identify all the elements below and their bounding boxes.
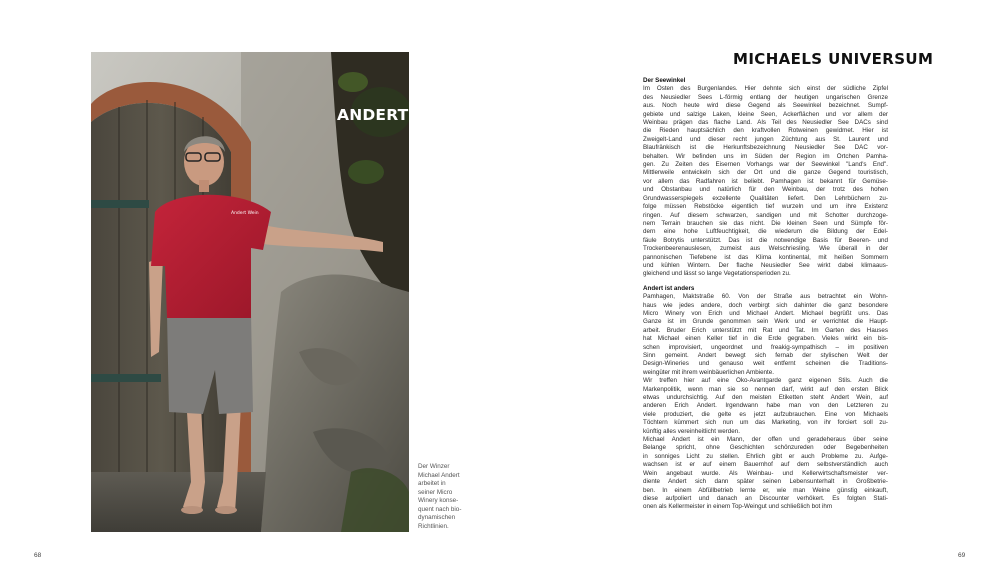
caption-line: Winery konse- [418, 497, 459, 504]
text-line: in sonniges Licht zu stellen. Ehrlich gibt er auch Probleme zu. Aufge- [643, 452, 888, 460]
page-number-right: 69 [958, 552, 966, 559]
text-line: Zweigelt-Land und dieser recht jungen Züchtung aus St. Laurent und [643, 135, 888, 143]
text-line: onen als Kellermeister in einem Top-Weingut und schließlich bot ihm [643, 503, 833, 511]
text-line: Wein angebaut wurde. Als Weinbau- und Kellerwirtschaftsmeister ver- [643, 469, 888, 477]
text-line: Blaufränkisch ist die Herkunftsbezeichnung Neusiedler See DAC vor- [643, 144, 888, 152]
text-line: viele produziert, die gelte es jetzt aufzubrauchen. Eine von Michaels [643, 410, 888, 418]
photo-illustration [91, 52, 409, 532]
text-line: wachsen ist er auf einem Bauernhof auf dem selbstverständlich auch [643, 461, 888, 469]
text-line: Trockenbeerenauslesen, zumeist aus Welschriesling. Wie überall in der [643, 245, 888, 253]
section-andert [643, 293, 888, 512]
text-line: behalten. Wir befinden uns im Süden der Region im Örtchen Pamha- [643, 152, 888, 160]
text-line: Design-Wineries und genauso weit entfernt scheinen die Traditions- [643, 360, 888, 368]
text-line: Pamhagen, Maktstraße 60. Von der Straße aus betrachtet ein Wohn- [643, 293, 888, 301]
photo-caption [418, 463, 494, 531]
text-line: haus wie jedes andere, doch verbirgt sich dahinter die ganz besondere [643, 301, 888, 309]
winemaker-photo [91, 52, 409, 532]
text-line: anderen Erich Andert. Irgendwann habe man von den Letzteren zu [643, 402, 888, 410]
text-line: vor allem das Radfahren ist beliebt. Pamhagen ist bekannt für Gemüse- [643, 177, 888, 185]
text-line: diese aufpoliert und danach an Discounter verhökert. Es folgten Stati- [643, 494, 888, 502]
text-line: Weinbau prägen das flache Land. Als Teil des Neusiedler See DACs sind [643, 119, 888, 127]
section-heading-andert: Andert ist anders [643, 284, 695, 292]
text-line: hat Michael einen Keller tief in die Erde gegraben. Vieles wirkt ein bis- [643, 335, 888, 343]
text-line: Belange spricht, ohne Geschichten schönzureden oder Begebenheiten [643, 444, 888, 452]
caption-line: Der Winzer [418, 463, 450, 470]
article-title: MICHAELS UNIVERSUM [733, 50, 934, 68]
caption-line: Richtlinien. [418, 522, 449, 530]
text-line: etwas undurchsichtig. Auf den meisten Etiketten steht Andert Wein, auf [643, 394, 888, 402]
headline-text: ANDERT WEIN [337, 106, 462, 124]
caption-line: dynamischen [418, 514, 456, 521]
section-seewinkel [643, 85, 888, 278]
text-line: und kühlen Wintern. Der flache Neusiedler See wirkt dabei klimaaus- [643, 261, 888, 269]
article-body [643, 77, 888, 512]
text-line: schen improvisiert, ungeordnet und freakig-sympathisch – im positiven [643, 343, 888, 351]
text-line: Im Osten des Burgenlandes. Hier dehnte sich einst der südliche Zipfel [643, 85, 888, 93]
text-line: Töchtern kümmert sich nun um das Marketing, von ihr forciert soll zu- [643, 419, 888, 427]
text-line: pannonischen Tiefebene ist das Klima kontinental, mit heißen Sommern [643, 253, 888, 261]
text-line: gleichend und lässt so lange Vegetationsperioden zu. [643, 270, 791, 278]
caption-line: Michael Andert [418, 471, 460, 479]
text-line: ben. In einem Abfüllbetrieb lernte er, wie man Weine günstig einkauft, [643, 486, 888, 494]
text-line: gebiete und salzige Laken, kleine Seen, Ackerflächen und vor allem der [643, 110, 888, 118]
text-line: die Rieden hauptsächlich den kraftvollen Rotweinen gewidmet. Hier ist [643, 127, 888, 135]
text-line: nem Terrain brauchen sie das nicht. Die kleinen Seen und Sümpfe för- [643, 219, 888, 227]
text-line: weingüter mit ihrem weinbäuerlichen Ambiente. [643, 368, 774, 376]
text-line: Grundwasserspiegels exzellente Qualitäten liefert. Den Lehrbüchern zu- [643, 194, 888, 202]
caption-line: quent nach bio- [418, 505, 462, 513]
text-line: Ganze ist im Grunde genommen sein Werk und er verrichtet die Haupt- [643, 318, 888, 326]
caption-line: seiner Micro [418, 488, 453, 496]
text-line: diente Andert sich dann später seinen Lebensunterhalt in Großbetrie- [643, 478, 888, 486]
text-line: ringen. Auf diesem schwarzen, sandigen und mit Schotter durchzoge- [643, 211, 888, 219]
text-line: Sinn gemeint. Andert bewegt sich fernab der stylischen Welt der [643, 352, 888, 359]
section-heading-seewinkel: Der Seewinkel [643, 77, 686, 84]
text-line: Micro Winery von Erich und Michael Andert. Michael begrüßt uns. Das [643, 309, 888, 317]
shirt-logo-text: Andert Wein [231, 211, 259, 216]
text-line: Mittlerweile entwickeln sich der Ort und die ganze Gegend touristisch, [643, 169, 888, 177]
text-line: des Neusiedler Sees L-förmig entlang der heutigen ungarischen Grenze [643, 93, 888, 101]
text-line: künftig alles vereinheitlicht werden. [643, 427, 740, 435]
page-headline [337, 106, 461, 124]
text-line: Wir treffen hier auf eine Öko-Avantgarde ganz eigenen Stils. Auch die [643, 377, 888, 385]
text-line: folge müssen Rebstöcke eigentlich tief wurzeln und um ihre Existenz [643, 203, 888, 211]
text-line: dern eine hohe Luftfeuchtigkeit, die wiederum die Bildung der Edel- [643, 228, 888, 236]
text-line: aus. Noch heute wird diese Gegend als Seewinkel bezeichnet. Sumpf- [643, 102, 888, 110]
text-line: arbeit. Bruder Erich unterstützt mit Rat und Tat. Im Garten des Hauses [643, 326, 888, 334]
text-line: Markenpolitik, wenn man sie so nennen darf, wirkt auf den ersten Blick [643, 385, 888, 393]
caption-line: arbeitet in [418, 480, 446, 487]
page-number-left: 68 [34, 552, 42, 559]
text-line: fäule Botrytis unterstützt. Das ist die notwendige Basis für Beeren- und [643, 236, 888, 244]
right-page [500, 0, 1000, 583]
text-line: Michael Andert ist ein Mann, der offen und geradeheraus über seine [643, 436, 888, 444]
text-line: und Obstanbau und natürlich für den Weinbau, der trotz des hohen [643, 186, 888, 194]
text-line: gen. Zu Zeiten des Eisernen Vorhangs war der Seewinkel "Land's End". [643, 161, 888, 169]
